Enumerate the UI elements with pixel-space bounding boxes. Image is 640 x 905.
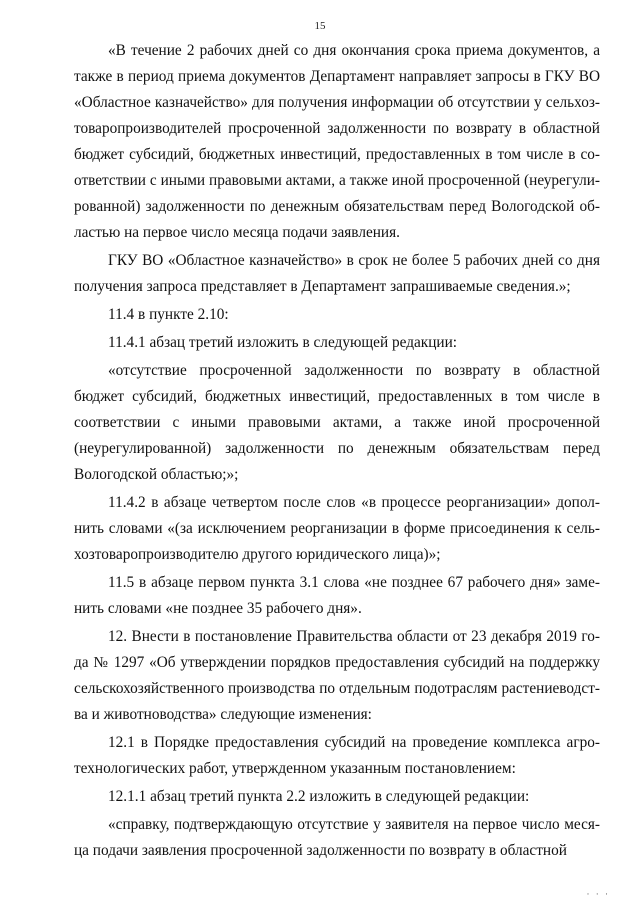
paragraph: «отсутствие просроченной задолженности по возврату в областной бюджет субсидий, бюджетных инвестиций, предоставленных в том числе в соответствии с иными правовыми актами, а также иной просроченной (неурегулированной) задолженности по денежным обязательствам перед Вологодской областью;»; bbox=[74, 362, 600, 483]
paragraph: 11.5 в абзаце первом пункта 3.1 слова «не позднее 67 рабочего дня» заме-нить словами «не позднее 35 рабочего дня». bbox=[74, 574, 600, 617]
page-number: 15 bbox=[314, 20, 326, 32]
paragraph: 12.1 в Порядке предоставления субсидий на проведение комплекса агро-технологических работ, утвержденном указанным постановлением: bbox=[74, 734, 600, 777]
paragraph: 12. Внести в постановление Правительства области от 23 декабря 2019 го-да № 1297 «Об утверждении порядков предоставления субсидий на поддержку сельскохозяйственного производства по отдельным подотраслям растениеводст-ва и животноводства» следующие изменения: bbox=[74, 628, 600, 723]
paragraph: 12.1.1 абзац третий пункта 2.2 изложить в следующей редакции: bbox=[108, 788, 530, 805]
paragraph: «справку, подтверждающую отсутствие у заявителя на первое число меся-ца подачи заявления просроченной задолженности по возврату в областной bbox=[74, 816, 600, 859]
paragraph: 11.4.2 в абзаце четвертом после слов «в процессе реорганизации» допол-нить словами «(за исключением реорганизации в форме присоединения к сель-хозтоваропроизводителю другого юридического лица)»; bbox=[74, 494, 600, 563]
paragraph: ГКУ ВО «Областное казначейство» в срок не более 5 рабочих дней со дня получения запроса представляет в Департамент запрашиваемые сведения.»; bbox=[74, 252, 600, 295]
paragraph: «В течение 2 рабочих дней со дня окончания срока приема документов, а также в период приема документов Департамент направляет запросы в ГКУ ВО «Областное казначейство» для получения информации об отсутствии у сельхоз-товаропроизводителей просроченной задолженности по возврату в областной бюджет субсидий, бюджетных инвестиций, предоставленных в том числе в со-ответствии с иными правовыми актами, а также иной просроченной (неурегули-рованной) задолженности по денежным обязательствам перед Вологодской об-ластью на первое число месяца подачи заявления. bbox=[74, 42, 600, 241]
paragraph: 11.4 в пункте 2.10: bbox=[108, 306, 229, 323]
paragraph: 11.4.1 абзац третий изложить в следующей редакции: bbox=[108, 334, 458, 351]
scan-corner-mark: · · · bbox=[586, 889, 610, 899]
document-body bbox=[74, 38, 600, 864]
